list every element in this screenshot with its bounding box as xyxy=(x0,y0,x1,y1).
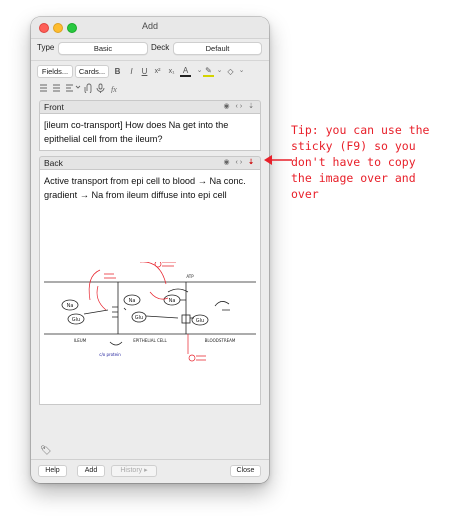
deck-selector[interactable]: Default xyxy=(173,42,262,55)
field-options-icons[interactable]: ◉ ‹› ⇣ xyxy=(223,159,256,166)
fields-button[interactable]: Fields... xyxy=(37,65,73,78)
divider xyxy=(31,459,269,460)
editor-toolbar-row-2 xyxy=(31,81,269,95)
subscript-icon[interactable]: x₁ xyxy=(168,68,175,75)
help-button[interactable]: Help xyxy=(38,465,67,477)
add-button[interactable]: Add xyxy=(77,465,105,477)
diagram-label-co-protein: c/o protein xyxy=(99,352,121,357)
ileum-diagram-image xyxy=(40,262,260,380)
type-deck-row xyxy=(31,41,269,57)
underline-icon[interactable]: U xyxy=(141,67,148,76)
diagram-label-bloodstream: BLOODSTREAM xyxy=(204,338,236,343)
front-field-header xyxy=(39,100,261,113)
tip-arrow xyxy=(262,150,294,170)
front-field-text[interactable]: [ileum co-transport] How does Na get into the epithelial cell from the ileum? xyxy=(44,120,229,144)
svg-text:fx: fx xyxy=(111,85,117,93)
diagram-label-na: Na xyxy=(66,303,74,309)
close-button[interactable]: Close xyxy=(230,465,261,477)
diagram-label-glu: Glu xyxy=(134,315,144,321)
type-label: Type xyxy=(37,43,55,52)
front-field-editor[interactable] xyxy=(39,113,261,151)
cards-button[interactable]: Cards... xyxy=(75,65,109,78)
title-bar xyxy=(31,17,269,39)
tip-annotation: Tip: you can use the sticky (F9) so you don't have to copy the image over and over xyxy=(291,123,430,201)
diagram-label-na: Na xyxy=(168,298,176,304)
chevron-down-icon[interactable]: ⌄ xyxy=(196,67,203,74)
diagram-label-glu: Glu xyxy=(71,317,81,323)
eraser-icon[interactable]: ◇ xyxy=(227,67,234,76)
highlight-icon[interactable]: ✎ xyxy=(203,65,214,77)
toolbar-row-2-icons xyxy=(39,83,139,93)
diagram-label-ileum: ILEUM xyxy=(73,338,87,343)
diagram-label-glu: Glu xyxy=(195,318,205,324)
divider xyxy=(31,60,269,61)
field-options-icons[interactable]: ◉ ‹› ⇣ xyxy=(223,103,256,110)
italic-icon[interactable]: I xyxy=(130,67,133,76)
note-type-selector[interactable]: Basic xyxy=(58,42,148,55)
front-field-label: Front xyxy=(44,102,64,112)
back-field-text[interactable]: Active transport from epi cell to blood → Na conc. gradient → Na from ileum diffuse into epi cell xyxy=(44,176,246,200)
deck-label: Deck xyxy=(151,43,170,52)
back-field-label: Back xyxy=(44,158,63,168)
diagram-label-epithelial: EPITHELIAL CELL xyxy=(133,338,167,343)
text-color-icon[interactable]: A xyxy=(180,65,191,77)
editor-toolbar xyxy=(31,65,269,79)
bold-icon[interactable]: B xyxy=(114,67,121,76)
add-window xyxy=(31,17,269,483)
tag-icon[interactable]: 🏷 xyxy=(40,445,52,455)
chevron-down-icon[interactable]: ⌄ xyxy=(238,67,245,74)
window-title: Add xyxy=(141,21,158,31)
superscript-icon[interactable]: x² xyxy=(154,68,161,75)
history-button[interactable]: History ▸ xyxy=(111,465,157,477)
back-field-editor[interactable] xyxy=(39,169,261,405)
sticky-pin-icon[interactable]: ⇣ xyxy=(248,159,256,166)
diagram-label-atp: ATP xyxy=(186,274,194,279)
chevron-down-icon[interactable]: ⌄ xyxy=(216,67,223,74)
diagram-label-na: Na xyxy=(128,298,136,304)
back-field-header xyxy=(39,156,261,169)
